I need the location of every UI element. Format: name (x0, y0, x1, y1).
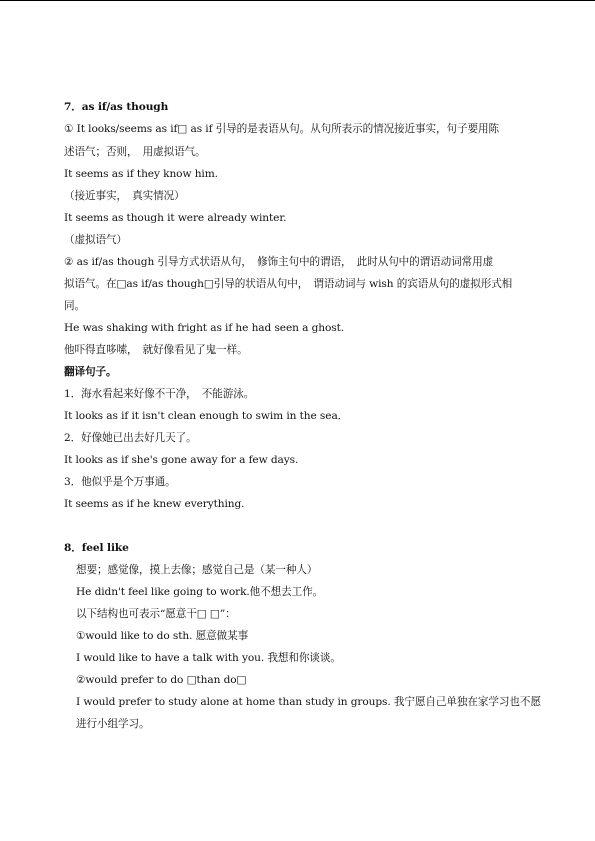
translate-answer: It seems as if he knew everything. (64, 498, 245, 510)
translate-question: 3．他似乎是个万事通。 (64, 476, 176, 488)
section-8-example: I would like to have a talk with you. 我想和你谈谈。 (76, 652, 341, 664)
section-7-example: It seems as though it were already winter. (64, 212, 287, 224)
section-8-line: 想要；感觉像，摸上去像；感觉自己是（某一种人） (76, 564, 318, 576)
translate-question: 1．海水看起来好像不干净， 不能游泳。 (64, 388, 255, 400)
section-7-line: ② as if/as though 引导方式状语从句， 修饰主句中的谓语， 此时从句中的谓语动词常用虚 (64, 256, 494, 268)
section-8-example: I would prefer to study alone at home than study in groups. 我宁愿自己单独在家学习也不愿 (76, 696, 541, 708)
section-7-line: 拟语气。在□as if/as though□引导的状语从句中， 谓语动词与 wish 的宾语从句的虚拟形式相 (64, 278, 513, 290)
section-7-line: 述语气；否则， 用虚拟语气。 (64, 146, 206, 158)
section-7-note: （接近事实， 真实情况） (64, 190, 185, 202)
section-7-example: It seems as if they know him. (64, 168, 218, 180)
translate-question: 2．好像她已出去好几天了。 (64, 432, 197, 444)
translate-answer: It looks as if she's gone away for a few days. (64, 454, 299, 466)
translate-answer: It looks as if it isn't clean enough to swim in the sea． (64, 410, 349, 422)
top-border-rule (0, 0, 595, 1)
section-8-line: ①would like to do sth. 愿意做某事 (76, 630, 249, 642)
section-8-line: ②would prefer to do □than do□ (76, 674, 247, 686)
section-7-example: He was shaking with fright as if he had seen a ghost. (64, 322, 345, 334)
section-7-translation: 他吓得直哆嗦， 就好像看见了鬼一样。 (64, 344, 248, 356)
section-8-example: 进行小组学习。 (76, 718, 150, 730)
section-7-line: 同。 (64, 300, 85, 312)
section-7-note: （虚拟语气） (64, 234, 127, 246)
translate-heading: 翻译句子。 (64, 366, 117, 378)
section-8-heading: 8．feel like (64, 542, 129, 554)
section-7-heading: 7．as if/as though (64, 101, 169, 113)
section-8-line: 以下结构也可表示“愿意干□ □”： (76, 608, 236, 620)
section-8-example: He didn't feel like going to work.他不想去工作。 (76, 586, 324, 598)
section-7-line: ① It looks/seems as if□ as if 引导的是表语从句。从句所表示的情况接近事实，句子要用陈 (64, 123, 499, 135)
